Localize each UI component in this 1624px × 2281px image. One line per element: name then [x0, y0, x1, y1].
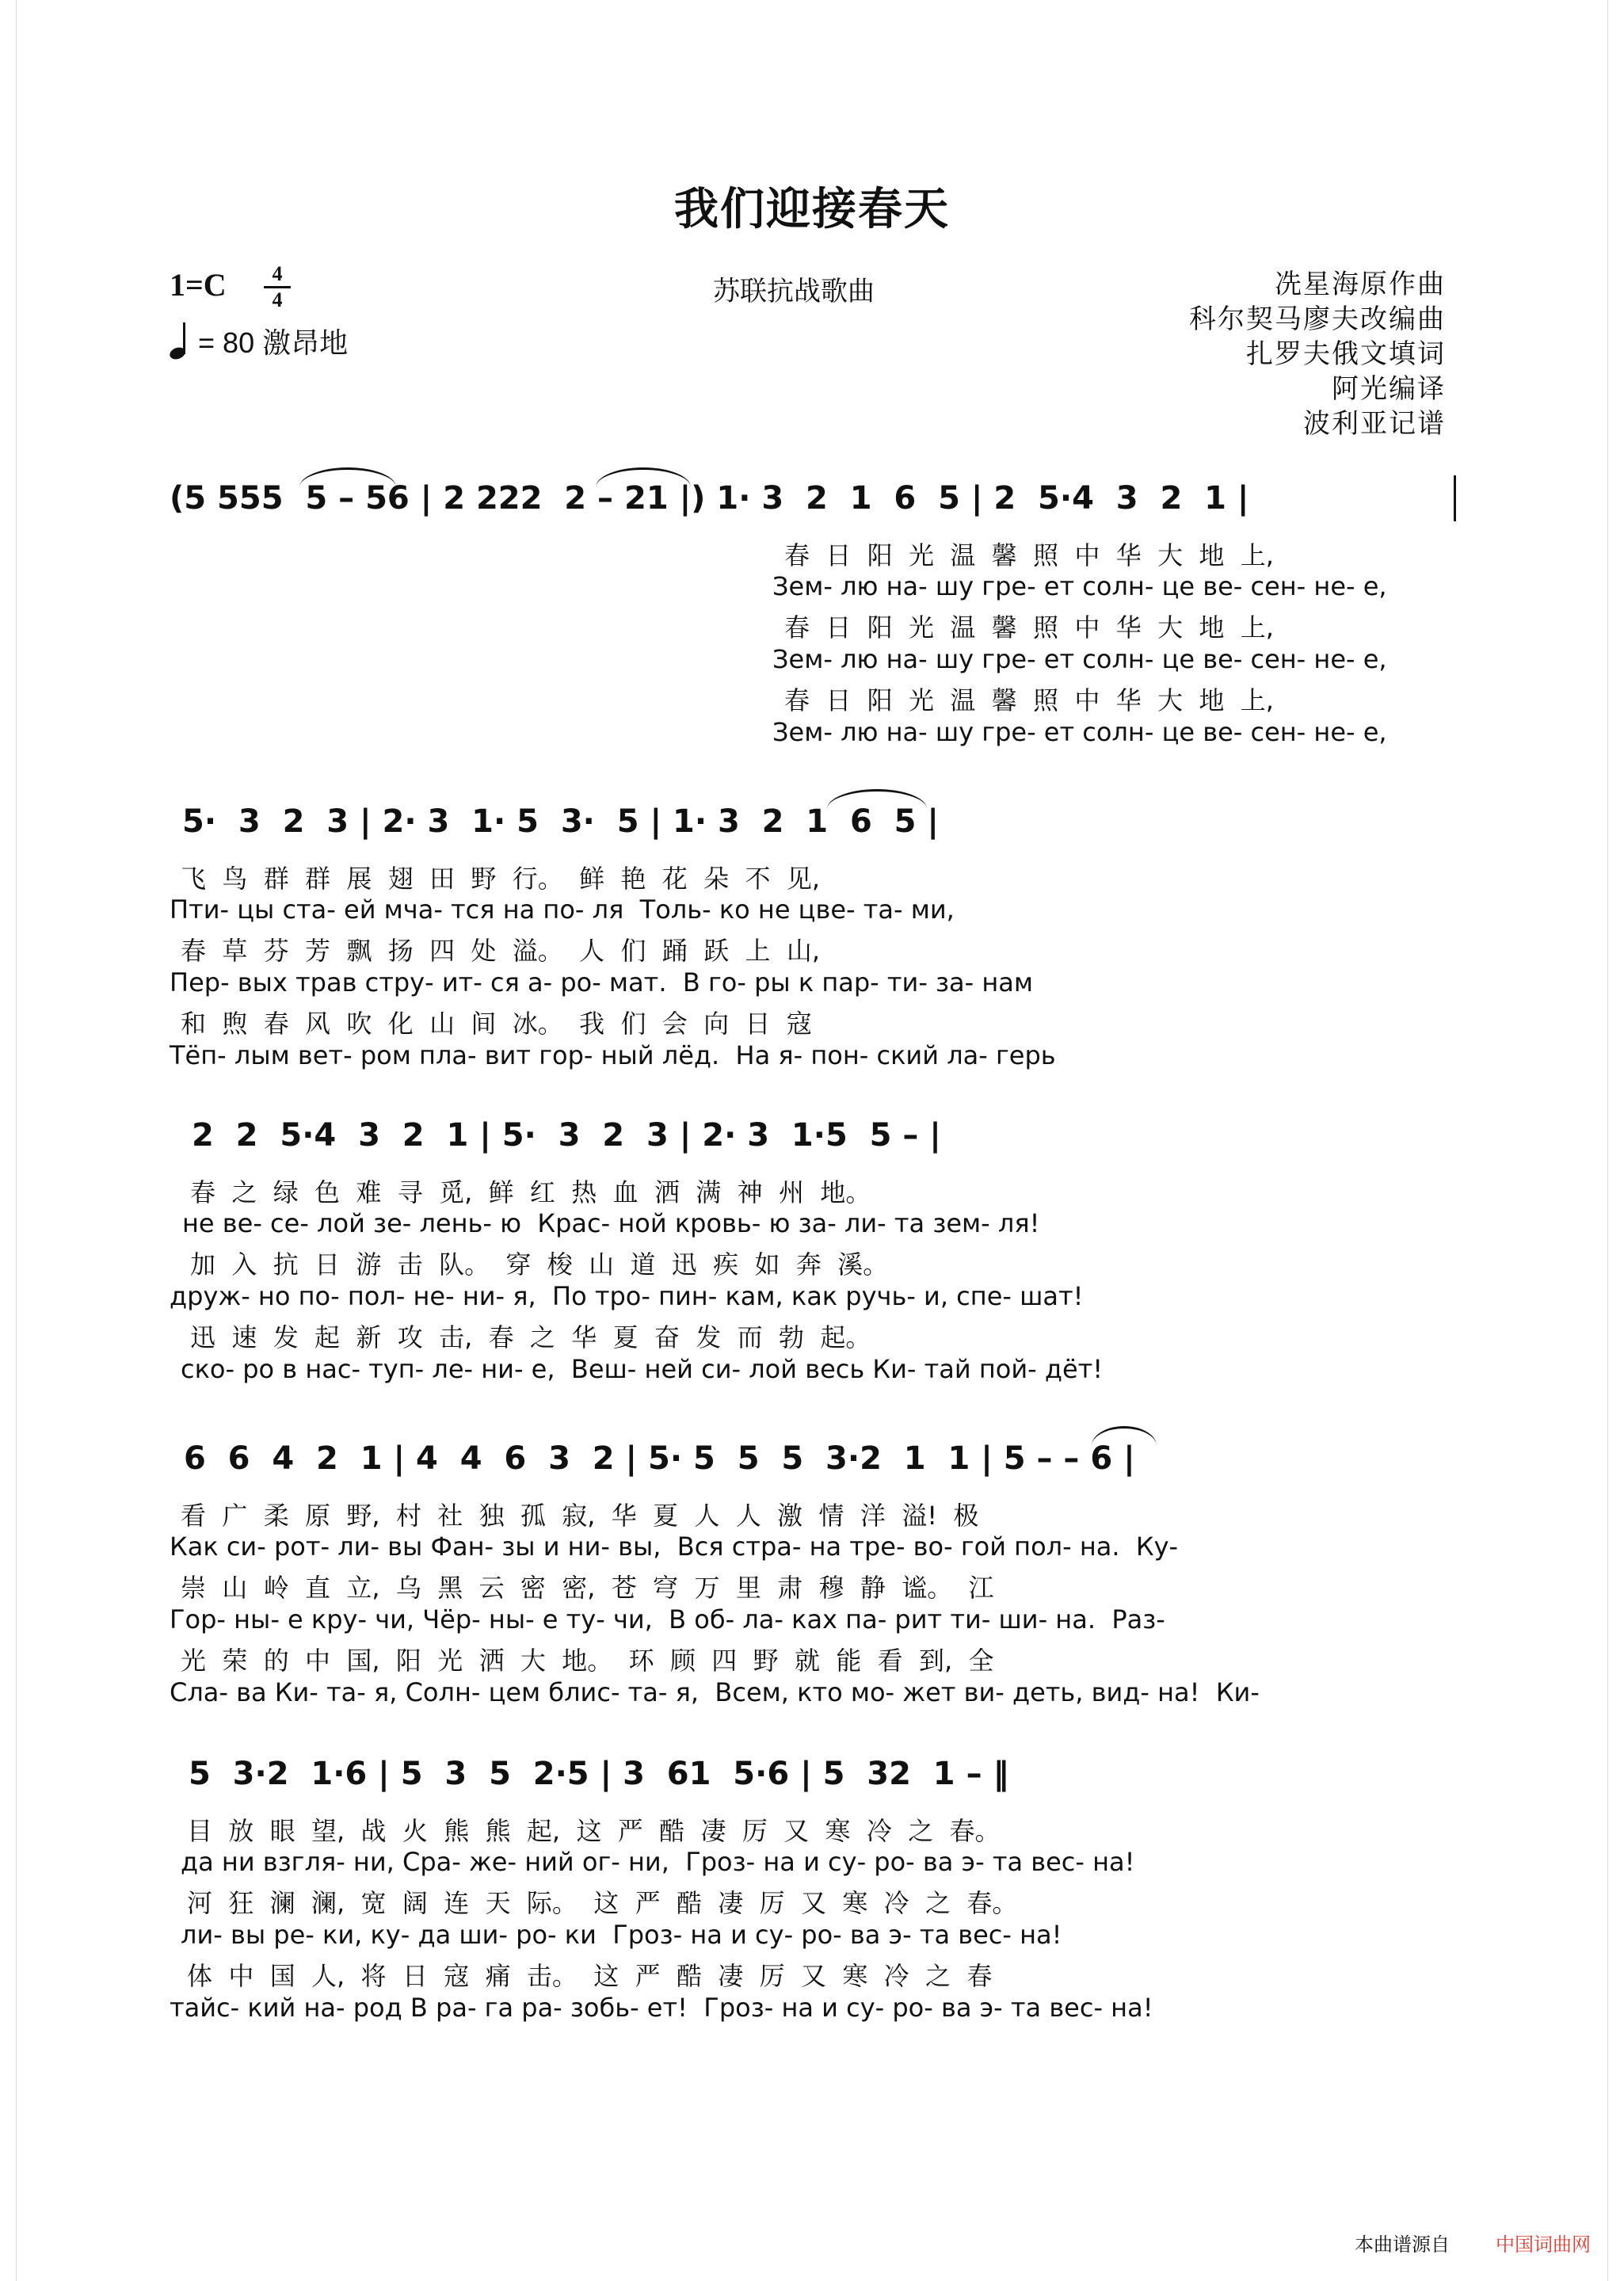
- lyric-line: 看 广 柔 原 野, 村 社 独 孤 寂, 华 夏 人 人 激 情 洋 溢! 极: [181, 1501, 979, 1531]
- tie-slur: [299, 467, 396, 487]
- lyric-line: 光 荣 的 中 国, 阳 光 洒 大 地。 环 顾 四 野 就 能 看 到, 全: [181, 1646, 994, 1676]
- bar-line: [1454, 475, 1456, 521]
- lyric-line: Как си- рот- ли- вы Фан- зы и ни- вы, Вся стра- на тре- во- гой пол- на. Ку-: [170, 1531, 1179, 1562]
- lyric-line: Гор- ны- е кру- чи, Чёр- ны- е ту- чи, В об- ла- ках па- рит ти- ши- на. Раз-: [170, 1604, 1165, 1634]
- tempo-mood: 激昂地: [262, 326, 349, 359]
- melody-line: (5 555 5 – 56 | 2 222 2 – 21 |) 1· 3 2 1 6 5 | 2 5·4 3 2 1 |: [170, 480, 1249, 517]
- lyric-line: Зем- лю на- шу гре- ет солн- це ве- сен- не- е,: [772, 571, 1387, 601]
- lyric-line: 和 煦 春 风 吹 化 山 间 冰。 我 们 会 向 日 寇: [181, 1009, 812, 1039]
- credit-line: 阿光编译: [1332, 373, 1446, 405]
- lyric-line: 春 日 阳 光 温 馨 照 中 华 大 地 上,: [784, 685, 1274, 715]
- lyric-line: Тёп- лым вет- ром пла- вит гор- ный лёд. На я- пон- ский ла- герь: [170, 1040, 1056, 1070]
- lyric-line: Сла- ва Ки- та- я, Солн- цем блис- та- я, Всем, кто мо- жет ви- деть, вид- на! Ки-: [170, 1677, 1260, 1707]
- lyric-line: 春 日 阳 光 温 馨 照 中 华 大 地 上,: [784, 612, 1274, 643]
- lyric-line: да ни взгля- ни, Сра- же- ний ог- ни, Гроз- на и су- ро- ва э- та вес- на!: [181, 1847, 1135, 1877]
- melody-line: 2 2 5·4 3 2 1 | 5· 3 2 3 | 2· 3 1·5 5 – |: [192, 1117, 941, 1154]
- melody-line: 6 6 4 2 1 | 4 4 6 3 2 | 5· 5 5 5 3·2 1 1 | 5 – – 6 |: [184, 1440, 1135, 1477]
- credit-line: 科尔契马廖夫改编曲: [1189, 303, 1446, 335]
- credit-line: 波利亚记谱: [1303, 408, 1446, 440]
- lyric-line: 加 入 抗 日 游 击 队。 穿 梭 山 道 迅 疾 如 奔 溪。: [190, 1249, 889, 1280]
- lyric-line: не ве- се- лой зе- лень- ю Крас- ной кровь- ю за- ли- та зем- ля!: [182, 1208, 1040, 1238]
- page-edge-right: [1607, 0, 1624, 2281]
- footer-site-link[interactable]: 中国词曲网: [1496, 2233, 1591, 2256]
- lyric-line: Зем- лю на- шу гре- ет солн- це ве- сен- не- е,: [772, 717, 1387, 747]
- tempo-marking: [170, 321, 348, 361]
- lyric-line: 崇 山 岭 直 立, 乌 黑 云 密 密, 苍 穹 万 里 肃 穆 静 谧。 江: [181, 1573, 994, 1603]
- lyric-line: 飞 鸟 群 群 展 翅 田 野 行。 鲜 艳 花 朵 不 见,: [181, 864, 820, 894]
- lyric-line: 春 草 芬 芳 飘 扬 四 处 溢。 人 们 踊 跃 上 山,: [181, 936, 820, 966]
- song-title: 我们迎接春天: [674, 184, 950, 235]
- credits: [1189, 267, 1446, 441]
- footer-source-text: 本曲谱源自: [1355, 2233, 1450, 2256]
- time-signature: [264, 264, 291, 311]
- lyric-line: 河 狂 澜 澜, 宽 阔 连 天 际。 这 严 酷 凄 厉 又 寒 冷 之 春。: [187, 1888, 1018, 1918]
- lyric-line: 迅 速 发 起 新 攻 击, 春 之 华 夏 奋 发 而 勃 起。: [190, 1322, 871, 1352]
- page-edge-left: [0, 0, 17, 2281]
- time-signature-top: 4: [272, 262, 283, 285]
- lyric-line: 春 之 绿 色 难 寻 觅, 鲜 红 热 血 洒 满 神 州 地。: [190, 1177, 871, 1207]
- melody-line: 5 3·2 1·6 | 5 3 5 2·5 | 3 61 5·6 | 5 32 1 – ‖: [189, 1756, 1009, 1792]
- credit-line: 冼星海原作曲: [1275, 269, 1446, 300]
- lyric-line: Пти- цы ста- ей мча- тся на по- ля Толь- ко не цве- та- ми,: [170, 894, 955, 925]
- lyric-line: Пер- вых трав стру- ит- ся а- ро- мат. В го- ры к пар- ти- за- нам: [170, 967, 1034, 997]
- lyric-line: тайс- кий на- род В ра- га ра- зобь- ет! Гроз- на и су- ро- ва э- та вес- на!: [170, 1993, 1153, 2023]
- tempo-bpm: = 80: [198, 326, 255, 359]
- quarter-note-icon: [170, 324, 190, 359]
- song-subtitle: 苏联抗战歌曲: [713, 276, 875, 307]
- lyric-line: ли- вы ре- ки, ку- да ши- ро- ки Гроз- на и су- ро- ва э- та вес- на!: [181, 1920, 1062, 1950]
- lyric-line: 目 放 眼 望, 战 火 熊 熊 起, 这 严 酷 凄 厉 又 寒 冷 之 春。: [187, 1816, 1001, 1846]
- credit-line: 扎罗夫俄文填词: [1246, 338, 1446, 370]
- lyric-line: 春 日 阳 光 温 馨 照 中 华 大 地 上,: [784, 540, 1274, 570]
- melody-line: 5· 3 2 3 | 2· 3 1· 5 3· 5 | 1· 3 2 1 6 5 |: [182, 803, 940, 840]
- time-signature-bottom: 4: [272, 288, 283, 311]
- tie-slur: [596, 467, 691, 487]
- lyric-line: Зем- лю на- шу гре- ет солн- це ве- сен- не- е,: [772, 644, 1387, 674]
- lyric-line: ско- ро в нас- туп- ле- ни- е, Веш- ней си- лой весь Ки- тай пой- дёт!: [181, 1354, 1104, 1384]
- tie-slur: [827, 789, 927, 809]
- lyric-line: друж- но по- пол- не- ни- я, По тро- пин- кам, как ручь- и, спе- шат!: [170, 1281, 1084, 1311]
- lyric-line: 体 中 国 人, 将 日 寇 痛 击。 这 严 酷 凄 厉 又 寒 冷 之 春: [187, 1961, 993, 1991]
- key-signature: 1=C: [170, 267, 227, 303]
- tie-slur: [1092, 1426, 1157, 1446]
